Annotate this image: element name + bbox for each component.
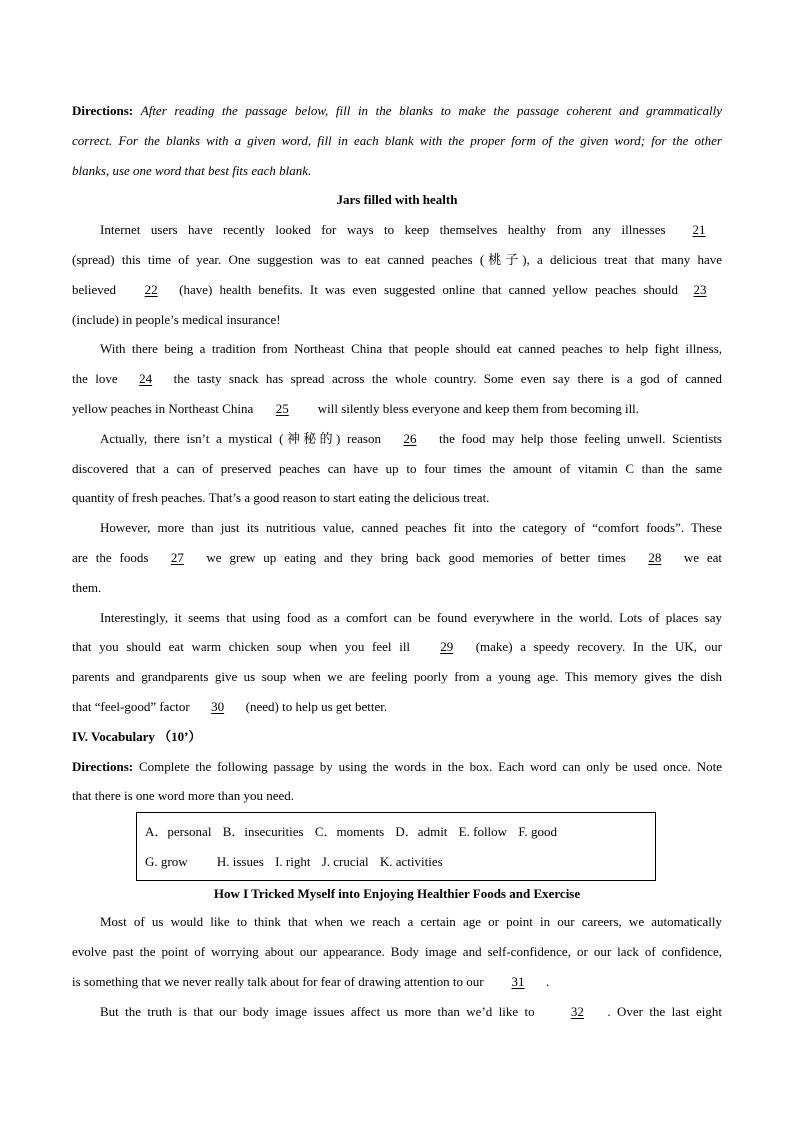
word-option-g: G. grow [145, 854, 188, 870]
p4-line-1 [72, 513, 722, 543]
word-option-a: A．personal [145, 824, 212, 840]
blank-25: 25 [275, 400, 289, 416]
blank-27: 27 [170, 549, 184, 565]
text: quantity of fresh peaches. That’s a good reason to start eating the delicious treat. [72, 490, 490, 506]
v-p1-line-1 [72, 907, 722, 937]
blank-21: 21 [692, 222, 706, 238]
blank-23: 23 [693, 281, 707, 297]
passage-title-1: Jars filled with health [336, 192, 458, 208]
p5-line-4 [72, 692, 722, 722]
text: Complete the following passage by using the words in the box. Each word can only be used once. Note [138, 758, 723, 774]
text: parents and grandparents give us soup when we are feeling poorly from a young age. This memory gives the dish [72, 669, 722, 685]
blank-24: 24 [139, 371, 153, 387]
blank-31: 31 [511, 973, 525, 989]
text: However, more than just its nutritious value, canned peaches fit into the category of “comfort foods”. These [100, 520, 722, 536]
p2-line-3 [72, 394, 722, 424]
text: discovered that a can of preserved peaches can have up to four times the amount of vitamin C than the same [72, 460, 722, 476]
p4-line-2 [72, 543, 722, 573]
text: Most of us would like to think that when we reach a certain age or point in our careers, we automatically [100, 914, 722, 930]
text: believed [72, 281, 117, 297]
vocab-directions-label: Directions: [72, 758, 134, 774]
p3-line-1 [72, 424, 722, 454]
word-option-e: E. follow [458, 824, 508, 840]
vocab-directions-line-2 [72, 781, 722, 811]
directions-line-2 [72, 126, 722, 156]
p4-line-3 [72, 573, 722, 603]
directions-label: Directions: [72, 103, 134, 118]
directions-line-1 [72, 96, 722, 126]
vocab-directions-line-1 [72, 752, 722, 782]
directions-text-1: After reading the passage below, fill in the blanks to make the passage coherent and grammatically [140, 103, 723, 118]
p1-line-1 [72, 215, 722, 245]
word-option-j: J. crucial [321, 854, 369, 870]
section-heading-vocabulary [72, 722, 722, 752]
blank-22: 22 [144, 281, 158, 297]
p1-line-4 [72, 305, 722, 335]
word-option-f: F. good [518, 824, 558, 840]
text: (spread) this time of year. One suggestion was to eat canned peaches (桃子), a delicious treat that many have [72, 251, 722, 267]
p3-line-3 [72, 483, 722, 513]
text: are the foods [72, 549, 149, 565]
word-option-k: K. activities [379, 854, 443, 870]
text: . [546, 973, 550, 989]
text: With there being a tradition from Northeast China that people should eat canned peaches to help fight illness, [100, 341, 722, 357]
text: Interestingly, it seems that using food as a comfort can be found everywhere in the world. Lots of places say [100, 609, 722, 625]
word-option-b: B．insecurities [222, 824, 304, 840]
directions-text-2: correct. For the blanks with a given word, fill in each blank with the proper form of the given word; for the other [72, 132, 722, 148]
text: (include) in people’s medical insurance! [72, 311, 281, 327]
word-box [136, 812, 656, 881]
text: evolve past the point of worrying about our appearance. Body image and self-confidence, or our lack of confidence, [72, 943, 722, 959]
directions-line-3 [72, 156, 722, 186]
text: that there is one word more than you need. [72, 788, 295, 804]
word-box-row-2 [145, 847, 647, 877]
text: But the truth is that our body image issues affect us more than we’d like to [100, 1003, 535, 1019]
text: we grew up eating and they bring back good memories of better times [206, 549, 626, 565]
word-option-c: C．moments [314, 824, 385, 840]
passage-title-2: How I Tricked Myself into Enjoying Healthier Foods and Exercise [213, 886, 581, 902]
blank-28: 28 [648, 549, 662, 565]
p1-line-2 [72, 245, 722, 275]
blank-30: 30 [211, 698, 225, 714]
p3-line-2 [72, 454, 722, 484]
word-option-h: H. issues [216, 854, 264, 870]
word-option-d: D．admit [395, 824, 448, 840]
v-p1-line-3 [72, 967, 722, 997]
word-option-i: I. right [275, 854, 311, 870]
blank-32: 32 [570, 1003, 584, 1019]
text: Internet users have recently looked for ways to keep themselves healthy from any illnesses [100, 222, 666, 238]
text: we eat [683, 549, 722, 565]
text: yellow peaches in Northeast China [72, 400, 254, 416]
text: the tasty snack has spread across the whole country. Some even say there is a god of canned [173, 371, 723, 387]
text: Actually, there isn’t a mystical (神秘的) reason [100, 430, 381, 446]
text: will silently bless everyone and keep them from becoming ill. [317, 400, 640, 416]
text: the food may help those feeling unwell. Scientists [438, 430, 722, 446]
text: is something that we never really talk about for fear of drawing attention to our [72, 973, 484, 989]
directions-text-3: blanks, use one word that best fits each blank. [72, 162, 312, 178]
text: (need) to help us get better. [245, 698, 388, 714]
v-p2-line-1 [72, 997, 722, 1027]
document-page [72, 96, 722, 1026]
text: them. [72, 579, 102, 595]
text: IV. Vocabulary （10’） [72, 728, 202, 744]
text: (have) health benefits. It was even suggested online that canned yellow peaches should [179, 281, 678, 297]
text: . Over the last eight [607, 1003, 723, 1019]
blank-29: 29 [440, 639, 454, 655]
word-box-row-1 [145, 817, 647, 847]
text: that “feel-good” factor [72, 698, 190, 714]
p5-line-3 [72, 662, 722, 692]
p1-line-3 [72, 275, 722, 305]
blank-26: 26 [403, 430, 417, 446]
p5-line-1 [72, 603, 722, 633]
p2-line-1 [72, 334, 722, 364]
p5-line-2 [72, 632, 722, 662]
p2-line-2 [72, 364, 722, 394]
text: that you should eat warm chicken soup when you feel ill [72, 639, 411, 655]
v-p1-line-2 [72, 937, 722, 967]
text: (make) a speedy recovery. In the UK, our [475, 639, 723, 655]
text: the love [72, 371, 118, 387]
